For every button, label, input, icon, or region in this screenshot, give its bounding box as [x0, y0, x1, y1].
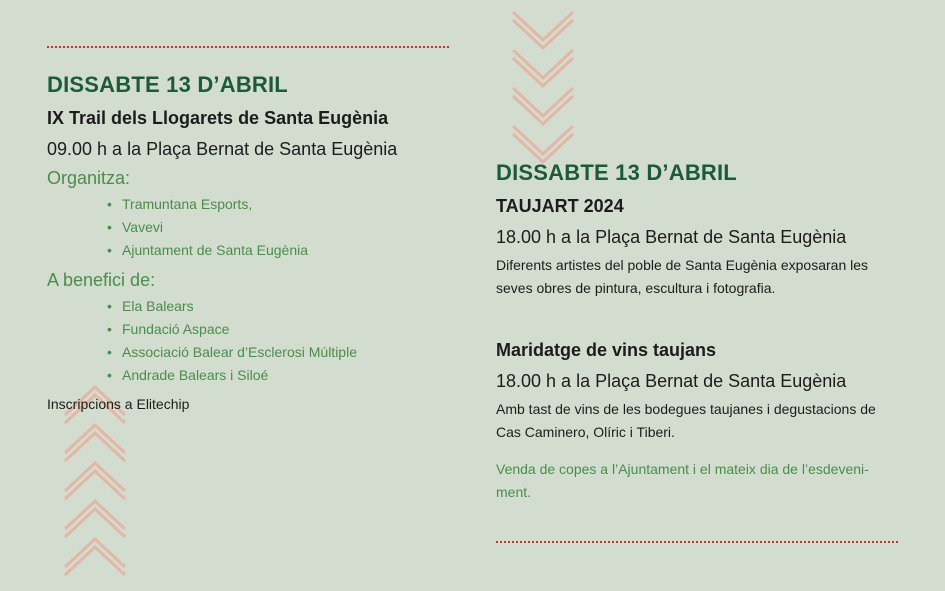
organizers-label: Organitza: [47, 168, 131, 188]
list-item: • Fundació Aspace [107, 318, 467, 341]
beneficiaries-label: A benefici de: [47, 270, 156, 290]
trail-event-title: IX Trail dels Llogarets de Santa Eugènia [47, 108, 389, 128]
wine-event-title: Maridatge de vins taujans [496, 340, 717, 360]
registration-info: Inscripcions a Elitechip [47, 396, 190, 412]
taujart-description-line-1: Diferents artistes del poble de Santa Eugènia exposaran les [496, 257, 869, 273]
list-item: • Tramuntana Esports, [107, 193, 467, 216]
taujart-description-line-2: seves obres de pintura, escultura i fotografia. [496, 280, 776, 296]
trail-time-place: 09.00 h a la Plaça Bernat de Santa Eugènia [47, 139, 398, 159]
list-item: • Vavevi [107, 216, 467, 239]
organizers-list [47, 193, 467, 262]
top-left-divider [47, 46, 449, 48]
taujart-time-place: 18.00 h a la Plaça Bernat de Santa Eugènia [496, 227, 847, 247]
right-date-heading: DISSABTE 13 D’ABRIL [496, 160, 737, 185]
list-item: • Ela Balears [107, 295, 467, 318]
chevrons-top-decoration [508, 10, 578, 180]
wine-description-line-1: Amb tast de vins de les bodegues taujanes i degustacions de [496, 401, 876, 417]
cup-sales-note-line-2: ment. [496, 484, 532, 500]
right-column [496, 160, 916, 504]
left-column [47, 72, 467, 416]
wine-time-place: 18.00 h a la Plaça Bernat de Santa Eugènia [496, 371, 847, 391]
cup-sales-note-line-1: Venda de copes a l’Ajuntament i el mateix dia de l’esdeveni- [496, 461, 869, 477]
wine-description-line-2: Cas Caminero, Olíric i Tiberi. [496, 424, 675, 440]
taujart-event-title: TAUJART 2024 [496, 196, 624, 216]
list-item: • Associació Balear d’Esclerosi Múltiple [107, 341, 467, 364]
list-item: • Ajuntament de Santa Eugènia [107, 239, 467, 262]
bottom-right-divider [496, 541, 898, 543]
list-item: • Andrade Balears i Siloé [107, 364, 467, 387]
left-date-heading: DISSABTE 13 D’ABRIL [47, 72, 288, 97]
beneficiaries-list [47, 295, 467, 387]
